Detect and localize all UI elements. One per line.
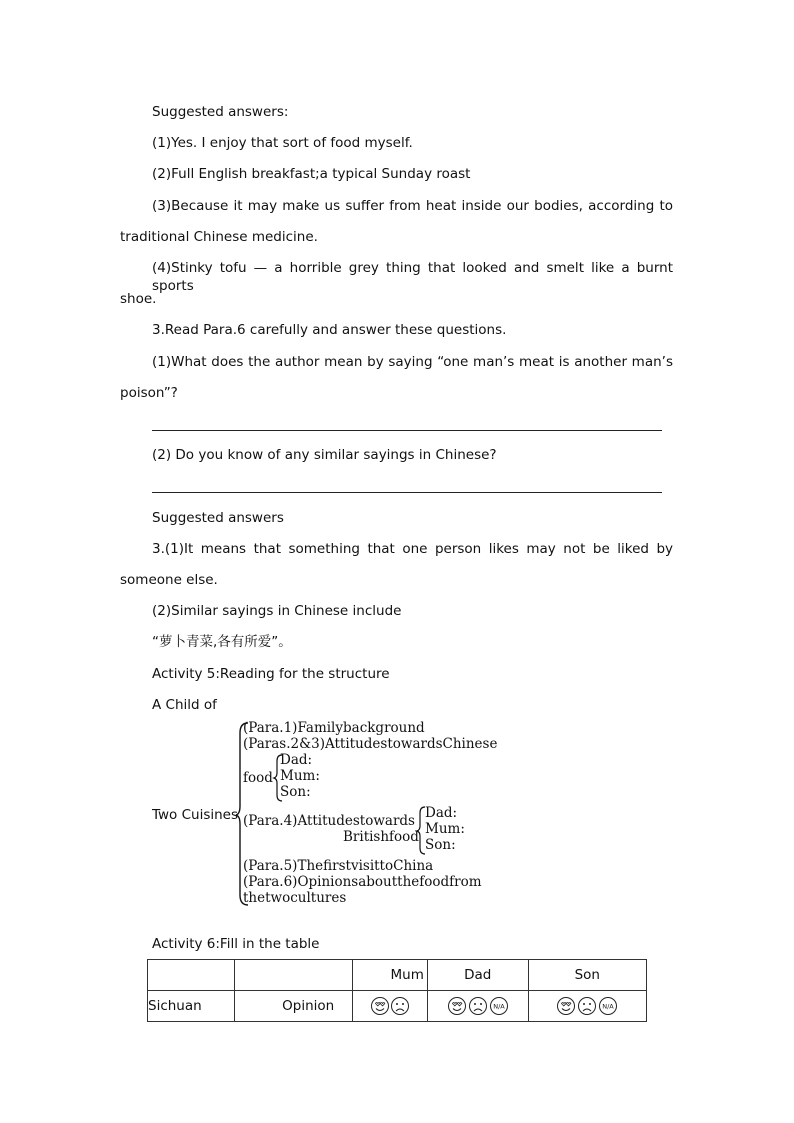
answer-3-line2: traditional Chinese medicine. xyxy=(120,229,318,245)
outline-para-1: (Para.1)Familybackground xyxy=(243,720,425,736)
na-label: N/A xyxy=(492,1002,505,1011)
activity-5-heading: Activity 5:Reading for the structure xyxy=(152,666,390,682)
sad-face-icon xyxy=(579,998,596,1015)
outline-british-food: Britishfood xyxy=(343,829,419,845)
answer-3-1-line1: 3.(1)It means that something that one person likes may not be liked by xyxy=(152,541,673,557)
outline-food-son: Son: xyxy=(280,784,311,800)
dad-faces[interactable] xyxy=(447,996,509,1016)
dad-opinion-cell[interactable] xyxy=(427,991,528,1022)
table-header-row xyxy=(148,960,647,991)
question-1-line2: poison”? xyxy=(120,385,178,401)
outline-title-b: Two Cuisines xyxy=(152,807,239,823)
header-dad: Dad xyxy=(427,960,528,991)
header-son: Son xyxy=(528,960,646,991)
mum-opinion-cell[interactable] xyxy=(353,991,428,1022)
activity-6-heading: Activity 6:Fill in the table xyxy=(152,936,320,952)
outline-british-dad: Dad: xyxy=(425,805,458,821)
sad-face-icon xyxy=(392,998,409,1015)
task-3-heading: 3.Read Para.6 carefully and answer these questions. xyxy=(152,322,507,338)
answer-3-2: (2)Similar sayings in Chinese include xyxy=(152,603,402,619)
answer-4-line2: shoe. xyxy=(120,291,157,307)
header-cell-empty-1 xyxy=(148,960,235,991)
table-row xyxy=(148,991,647,1022)
outline-paras-2-3: (Paras.2&3)AttitudestowardsChinese xyxy=(243,736,498,752)
na-icon xyxy=(490,998,507,1015)
love-face-icon xyxy=(558,998,575,1015)
sad-face-icon xyxy=(469,998,486,1015)
na-label: N/A xyxy=(602,1002,614,1011)
outline-para-4: (Para.4)Attitudestowards xyxy=(243,813,415,829)
outline-british-son: Son: xyxy=(425,837,456,853)
header-mum: Mum xyxy=(353,960,428,991)
chinese-saying: “萝卜青菜,各有所爱”。 xyxy=(152,634,292,650)
answer-4-line1: (4)Stinky tofu — a horrible grey thing that looked and smelt like a burnt sports xyxy=(152,260,673,294)
opinion-table xyxy=(147,959,647,1022)
row-sublabel-opinion: Opinion xyxy=(234,991,353,1022)
question-1-line1: (1)What does the author mean by saying “one man’s meat is another man’s xyxy=(152,354,673,370)
outline-british-mum: Mum: xyxy=(425,821,465,837)
outline-food-mum: Mum: xyxy=(280,768,320,784)
love-face-icon xyxy=(448,998,465,1015)
son-faces[interactable] xyxy=(556,996,618,1016)
outline-title-a: A Child of xyxy=(152,697,217,713)
answer-2: (2)Full English breakfast;a typical Sunday roast xyxy=(152,166,471,182)
love-face-icon xyxy=(372,998,389,1015)
suggested-answers-heading: Suggested answers: xyxy=(152,104,289,120)
son-opinion-cell[interactable] xyxy=(528,991,646,1022)
header-cell-empty-2 xyxy=(234,960,353,991)
outline-para-6-cont: thetwocultures xyxy=(243,890,347,906)
question-2: (2) Do you know of any similar sayings in Chinese? xyxy=(152,447,497,463)
outline-para-6: (Para.6)Opinionsaboutthefoodfrom xyxy=(243,874,482,890)
outline-food-dad: Dad: xyxy=(280,752,313,768)
answer-3-1-line2: someone else. xyxy=(120,572,218,588)
outline-food-label: food xyxy=(243,770,273,786)
answer-1: (1)Yes. I enjoy that sort of food myself. xyxy=(152,135,413,151)
row-label-sichuan: Sichuan xyxy=(148,991,235,1022)
mum-faces[interactable] xyxy=(370,996,410,1016)
outline-para-5: (Para.5)ThefirstvisittoChina xyxy=(243,858,434,874)
suggested-answers-heading-2: Suggested answers xyxy=(152,510,284,526)
answer-3-line1: (3)Because it may make us suffer from heat inside our bodies, according to xyxy=(152,198,673,214)
na-icon xyxy=(600,998,617,1015)
